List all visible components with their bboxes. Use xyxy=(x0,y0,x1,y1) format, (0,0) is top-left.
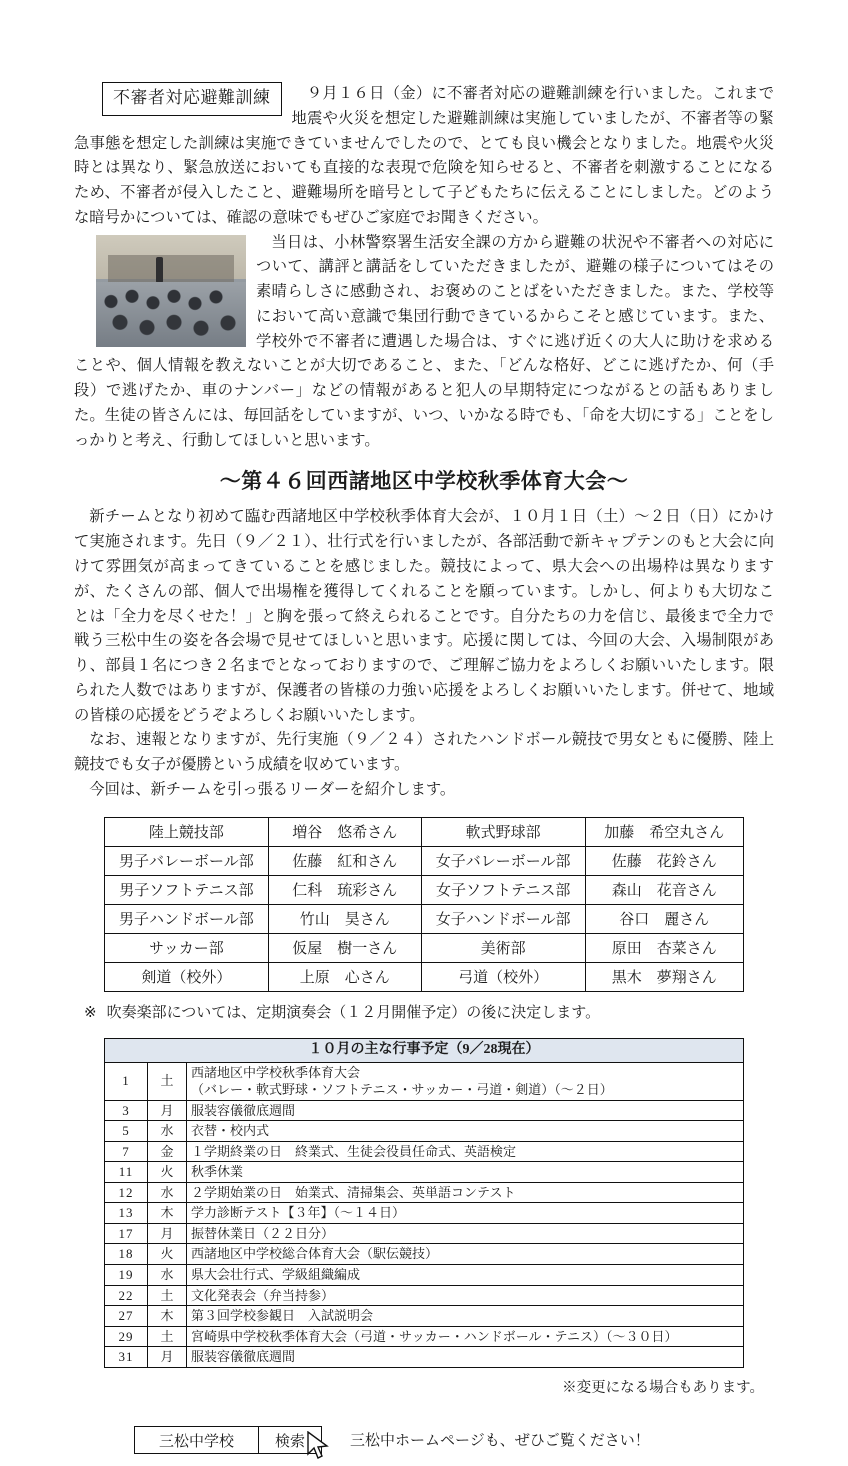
leader-name-cell: 黒木 夢翔さん xyxy=(585,962,743,991)
photo-stage xyxy=(108,255,234,282)
search-input[interactable]: 三松中学校 xyxy=(135,1427,259,1453)
schedule-weekday: 水 xyxy=(148,1265,187,1286)
schedule-row xyxy=(105,1347,744,1368)
schedule-row xyxy=(105,1203,744,1224)
schedule-event-main: 服装容儀徹底週間 xyxy=(191,1349,296,1365)
leader-name-cell: 佐藤 花鈴さん xyxy=(585,846,743,875)
schedule-weekday: 土 xyxy=(148,1326,187,1347)
schedule-row xyxy=(105,1162,744,1183)
schedule-day: 22 xyxy=(105,1285,148,1306)
article-title-box: 不審者対応避難訓練 xyxy=(102,82,282,116)
photo-students xyxy=(96,282,246,347)
schedule-event xyxy=(187,1162,744,1183)
leader-name-cell: 増谷 悠希さん xyxy=(268,817,421,846)
schedule-section xyxy=(104,1038,744,1368)
schedule-row xyxy=(105,1265,744,1286)
schedule-event-main: 西諸地区中学校総合体育大会（駅伝競技） xyxy=(191,1246,439,1262)
schedule-event xyxy=(187,1223,744,1244)
schedule-event xyxy=(187,1100,744,1121)
schedule-weekday: 金 xyxy=(148,1141,187,1162)
search-box[interactable] xyxy=(134,1426,322,1454)
table-row xyxy=(105,846,744,875)
schedule-row xyxy=(105,1141,744,1162)
schedule-event-main: １学期終業の日 終業式、生徒会役員任命式、英語検定 xyxy=(191,1143,517,1159)
schedule-event xyxy=(187,1285,744,1306)
schedule-event xyxy=(187,1203,744,1224)
schedule-event-main: 学力診断テスト【３年】（〜１４日） xyxy=(191,1205,405,1221)
schedule-row xyxy=(105,1223,744,1244)
note-mark: ※ xyxy=(84,1004,97,1021)
schedule-weekday: 火 xyxy=(148,1162,187,1183)
schedule-event-main: 服装容儀徹底週間 xyxy=(191,1102,296,1118)
schedule-event-main: 第３回学校参観日 入試説明会 xyxy=(191,1308,374,1324)
article1-paragraph-2: 当日は、小林警察署生活安全課の方から避難の状況や不審者への対応について、講評と講話をしていただきましたが、避難の様子についてはその素晴らしさに感動され、お褒めのことばをいただきました。また、学校等において高い意識で集団行動できているからこそと感じています。また、学校外で不審者に遭遇した場合は、すぐに逃げ近くの大人に助けを求めることや、個人情報を教えないことが大切であること、また、「どんな格好、どこに逃げたか、何（手段）で逃げたか、車のナンバー」などの情報があると犯人の早期特定につながるとの話もありました。生徒の皆さんには、毎回話をしていますが、いつ、いかなる時でも、「命を大切にする」ことをしっかりと考え、行動してほしいと思います。 xyxy=(74,233,774,449)
schedule-day: 5 xyxy=(105,1121,148,1142)
schedule-event-main: ２学期始業の日 始業式、清掃集会、英単語コンテスト xyxy=(191,1184,516,1200)
club-cell: サッカー部 xyxy=(105,933,269,962)
schedule-weekday: 月 xyxy=(148,1100,187,1121)
leader-name-cell: 原田 杏菜さん xyxy=(585,933,743,962)
schedule-day: 12 xyxy=(105,1182,148,1203)
article2-paragraph-2: なお、速報となりますが、先行実施（９／２４）されたハンドボール競技で男女ともに優勝、陸上競技でも女子が優勝という成績を収めています。 xyxy=(74,731,774,774)
club-cell: 男子ソフトテニス部 xyxy=(105,875,269,904)
article2-paragraph-1: 新チームとなり初めて臨む西諸地区中学校秋季体育大会が、１０月１日（土）〜２日（日）にかけて実施されます。先日（９／２１）、壮行式を行いましたが、各部活動で新キャプテンのもと大会に向けて雰囲気が高まってきていることを感じました。競技によって、県大会への出場枠は異なりますが、たくさんの部、個人で出場権を獲得してくれることを願っています。しかし、何よりも大切なことは「全力を尽くせた！」と胸を張って終えられることです。自分たちの力を信じ、最後まで全力で戦う三松中生の姿を各会場で見せてほしいと思います。応援に関しては、今回の大会、入場制限があり、部員１名につき２名までとなっておりますので、ご理解ご協力をよろしくお願いいたします。限られた人数ではありますが、保護者の皆様の力強い応援をよろしくお願いいたします。併せて、地域の皆様の応援をどうぞよろしくお願いいたします。 xyxy=(74,508,774,724)
schedule-event-main: 宮崎県中学校秋季体育大会（弓道・サッカー・ハンドボール・テニス）（〜３０日） xyxy=(191,1328,678,1344)
table-row xyxy=(105,962,744,991)
schedule-row xyxy=(105,1306,744,1327)
schedule-day: 1 xyxy=(105,1062,148,1100)
schedule-day: 29 xyxy=(105,1326,148,1347)
leader-name-cell: 森山 花音さん xyxy=(585,875,743,904)
schedule-day: 13 xyxy=(105,1203,148,1224)
schedule-header-row xyxy=(105,1038,744,1062)
schedule-day: 3 xyxy=(105,1100,148,1121)
schedule-event-main: 振替休業日（２２日分） xyxy=(191,1225,335,1241)
schedule-event-main: 衣替・校内式 xyxy=(191,1123,270,1139)
homepage-invite-text: 三松中ホームページも、ぜひご覧ください！ xyxy=(350,1433,650,1450)
schedule-event-main: 県大会壮行式、学級組織編成 xyxy=(191,1267,361,1283)
schedule-weekday: 土 xyxy=(148,1285,187,1306)
cursor-arrow-icon xyxy=(306,1431,332,1461)
leader-name-cell: 佐藤 紅和さん xyxy=(268,846,421,875)
club-cell: 女子バレーボール部 xyxy=(421,846,585,875)
schedule-weekday: 木 xyxy=(148,1306,187,1327)
club-cell: 剣道（校外） xyxy=(105,962,269,991)
club-cell: 男子ハンドボール部 xyxy=(105,904,269,933)
schedule-row xyxy=(105,1326,744,1347)
leader-name-cell: 仮屋 樹一さん xyxy=(268,933,421,962)
schedule-day: 11 xyxy=(105,1162,148,1183)
club-cell: 軟式野球部 xyxy=(421,817,585,846)
article-intruder-drill xyxy=(74,82,774,231)
photo-speaker-figure xyxy=(156,257,163,283)
leader-name-cell: 加藤 希空丸さん xyxy=(585,817,743,846)
note-text: 吹奏楽部については、定期演奏会（１２月開催予定）の後に決定します。 xyxy=(106,1004,601,1021)
schedule-weekday: 月 xyxy=(148,1347,187,1368)
club-leaders-table xyxy=(104,817,744,992)
schedule-event xyxy=(187,1244,744,1265)
club-cell: 弓道（校外） xyxy=(421,962,585,991)
drill-photo xyxy=(96,235,246,347)
leader-name-cell: 谷口 麗さん xyxy=(585,904,743,933)
schedule-day: 31 xyxy=(105,1347,148,1368)
club-cell: 女子ソフトテニス部 xyxy=(421,875,585,904)
table-row xyxy=(105,933,744,962)
schedule-event xyxy=(187,1265,744,1286)
schedule-event xyxy=(187,1306,744,1327)
page-section-heading: 〜第４６回西諸地区中学校秋季体育大会〜 xyxy=(219,469,629,494)
brass-band-note xyxy=(84,1001,774,1022)
article1-photo-block xyxy=(74,231,774,454)
schedule-weekday: 木 xyxy=(148,1203,187,1224)
table-row xyxy=(105,875,744,904)
schedule-event-sub: （バレー・軟式野球・ソフトテニス・サッカー・弓道・剣道）（〜２日） xyxy=(191,1082,613,1098)
leader-name-cell: 仁科 琉彩さん xyxy=(268,875,421,904)
schedule-day: 27 xyxy=(105,1306,148,1327)
schedule-footnote: ※変更になる場合もあります。 xyxy=(562,1379,764,1396)
footer-search-row xyxy=(74,1419,774,1461)
table-row xyxy=(105,904,744,933)
article1-paragraph-1: ９月１６日（金）に不審者対応の避難訓練を行いました。これまで地震や火災を想定した避難訓練は実施していましたが、不審者等の緊急事態を想定した訓練は実施できていませんでしたので、とても良い機会となりました。地震や火災時とは異なり、緊急放送においても直接的な表現で危険を知らせると、不審者を刺激することになるため、不審者が侵入したこと、避難場所を暗号として子どもたちに伝えることにしました。どのような暗号かについては、確認の意味でもぜひご家庭でお聞きください。 xyxy=(74,85,774,226)
schedule-day: 17 xyxy=(105,1223,148,1244)
schedule-event xyxy=(187,1062,744,1100)
schedule-row xyxy=(105,1100,744,1121)
schedule-event-main: 西諸地区中学校秋季体育大会 xyxy=(191,1064,361,1080)
search-button[interactable]: 検索 xyxy=(275,1433,306,1450)
schedule-event-main: 文化発表会（弁当持参） xyxy=(191,1287,335,1303)
club-cell: 美術部 xyxy=(421,933,585,962)
october-schedule-table xyxy=(104,1038,744,1368)
club-cell: 女子ハンドボール部 xyxy=(421,904,585,933)
leader-name-cell: 上原 心さん xyxy=(268,962,421,991)
schedule-event xyxy=(187,1326,744,1347)
schedule-row xyxy=(105,1121,744,1142)
schedule-weekday: 水 xyxy=(148,1182,187,1203)
schedule-title: １０月の主な行事予定（9／28現在） xyxy=(105,1038,744,1062)
club-cell: 男子バレーボール部 xyxy=(105,846,269,875)
leader-name-cell: 竹山 昊さん xyxy=(268,904,421,933)
schedule-event xyxy=(187,1347,744,1368)
schedule-event xyxy=(187,1141,744,1162)
schedule-row xyxy=(105,1285,744,1306)
schedule-row xyxy=(105,1062,744,1100)
table-row xyxy=(105,817,744,846)
club-cell: 陸上競技部 xyxy=(105,817,269,846)
schedule-day: 19 xyxy=(105,1265,148,1286)
schedule-row xyxy=(105,1244,744,1265)
schedule-day: 7 xyxy=(105,1141,148,1162)
schedule-event xyxy=(187,1121,744,1142)
schedule-weekday: 月 xyxy=(148,1223,187,1244)
schedule-day: 18 xyxy=(105,1244,148,1265)
schedule-weekday: 火 xyxy=(148,1244,187,1265)
schedule-weekday: 土 xyxy=(148,1062,187,1100)
schedule-event-main: 秋季休業 xyxy=(191,1164,244,1180)
article2-paragraph-3: 今回は、新チームを引っ張るリーダーを紹介します。 xyxy=(89,780,456,798)
schedule-weekday: 水 xyxy=(148,1121,187,1142)
